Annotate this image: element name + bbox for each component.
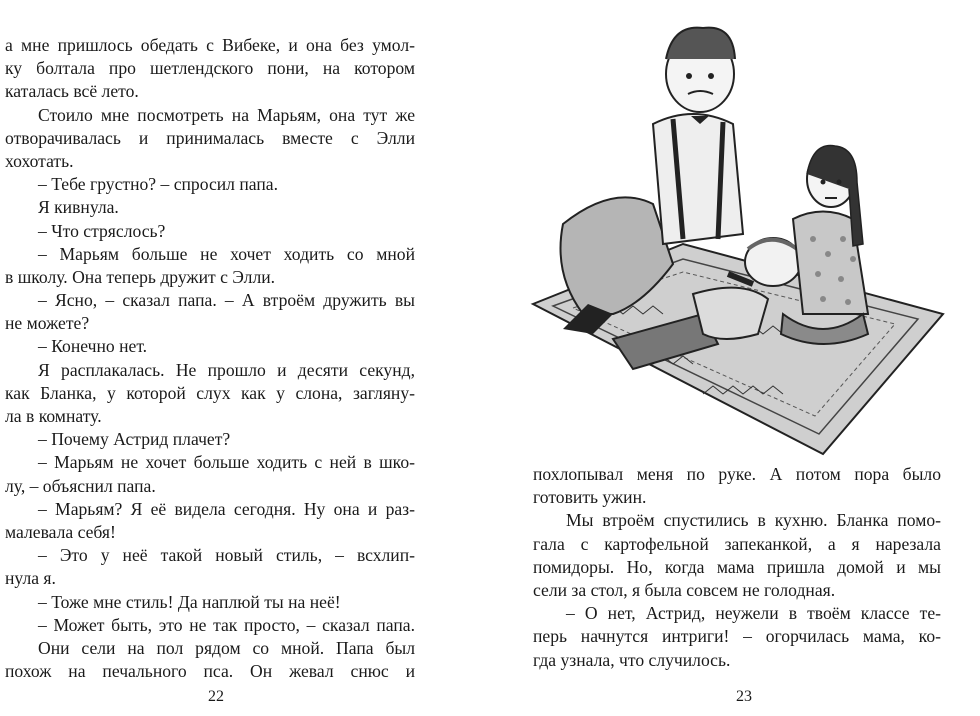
text-line: – Почему Астрид плачет? [38,429,231,450]
text-line: Мы втроём спустились в кухню. Бланка помо- [566,510,941,531]
text-line: Я кивнула. [38,197,119,218]
text-line: – Конечно нет. [38,336,148,357]
text-line: похож на печального пса. Он жевал снюс и [5,661,415,682]
text-line: – О нет, Астрид, неужели в твоём классе те- [566,603,941,624]
text-line: отворачивалась и принималась вместе с Элли [5,127,415,148]
text-line: нула я. [5,568,56,589]
text-line: Они сели на пол рядом со мной. Папа был [38,637,415,658]
text-line: как Бланка, у которой слух как у слона, загляну- [5,382,415,403]
text-line: – Ясно, – сказал папа. – А втроём дружить вы [38,290,415,311]
text-line: ла в комнату. [5,406,102,426]
family-illustration [523,14,953,456]
text-line: гала с картофельной запеканкой, а я нарезала [533,533,941,554]
left-page-text [5,34,415,683]
text-line: лу, – объяснил папа. [5,475,156,496]
text-line: – Марьям? Я её видела сегодня. Ну она и раз- [38,498,415,519]
text-line: сели за стол, я была совсем не голодная. [533,579,836,600]
text-line: не можете? [5,313,90,334]
text-line: перь начнутся интриги! – огорчилась мама, ко- [533,626,941,647]
text-line: каталась всё лето. [5,81,139,102]
text-line: помидоры. Но, когда мама пришла домой и мы [533,556,941,577]
right-page-text [533,463,941,672]
text-line: – Тоже мне стиль! Да наплюй ты на неё! [38,591,341,612]
text-line: ку болтала про шетлендского пони, на котором [5,58,415,79]
text-line: готовить ужин. [533,487,647,508]
text-line: Я расплакалась. Не прошло и десяти секунд, [38,359,415,380]
page-number-right: 23 [736,688,752,705]
text-line: – Это у неё такой новый стиль, – всхлип- [38,545,415,566]
page-number-left: 22 [208,688,224,705]
right-page [490,0,980,716]
text-line: – Может быть, это не так просто, – сказал папа. [38,614,415,635]
text-line: хохотать. [5,150,74,171]
text-line: Стоило мне посмотреть на Марьям, она тут же [38,104,415,125]
text-line: – Что стряслось? [38,220,166,241]
text-line: малевала себя! [5,521,116,542]
text-line: гда узнала, что случилось. [533,649,731,670]
text-line: похлопывал меня по руке. А потом пора было [533,464,941,484]
text-line: в школу. Она теперь дружит с Элли. [5,266,276,287]
text-line: – Марьям не хочет больше ходить с ней в шко- [38,452,415,473]
text-line: – Марьям больше не хочет ходить со мной [38,243,415,264]
text-line: – Тебе грустно? – спросил папа. [38,174,278,195]
text-line: а мне пришлось обедать с Вибеке, и она без умол- [5,35,415,55]
